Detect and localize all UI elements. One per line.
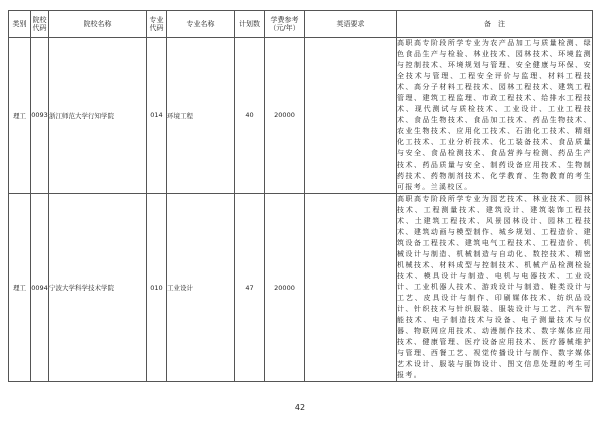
row-major-code: 014 <box>147 38 167 194</box>
row-remarks <box>397 38 593 194</box>
row-tuition: 20000 <box>265 38 305 194</box>
header-tuition <box>265 11 305 38</box>
row-school-code: 0093 <box>31 38 49 194</box>
header-category: 类别 <box>9 11 31 38</box>
header-major-code <box>147 11 167 38</box>
header-plan-count: 计划数 <box>235 11 265 38</box>
row-english <box>305 193 397 382</box>
row-plan-count: 47 <box>235 193 265 382</box>
row-major-code: 010 <box>147 193 167 382</box>
row-major-name: 工业设计 <box>167 193 235 382</box>
row-school-code: 0094 <box>31 193 49 382</box>
row-remarks-text: 高职高专阶段所学专业为农产品加工与质量检测、绿色食品生产与检验、林业技术、园林技术、环境监测与控制技术、环境规划与管理、安全健康与环保、安全技术与管理、工程安全评价与监理、材料工程技术、高分子材料工程技术、园林工程技术、建筑工程管理、建筑工程监理、市政工程技术、给排水工程技术、现代测试与质检技术、工业设计、工业工程技术、食品生物技术、食品加工技术、药品生物技术、农业生物技术、应用化工技术、石油化工技术、精细化工技术、工业分析技术、化工装备技术、食品质量与安全、食品检测技术、食品营养与检测、药品生产技术、药品质量与安全、制药设备应用技术、生物制药技术、药物制剂技术、化学教育、生物教育的考生可报考。兰溪校区。 <box>397 39 592 191</box>
table-row <box>9 38 593 194</box>
page-number: 42 <box>294 403 306 412</box>
row-remarks-text: 高职高专阶段所学专业为园艺技术、林业技术、园林技术、工程测量技术、建筑设计、建筑装饰工程技术、土建筑工程技术、风景园林设计、园林工程技术、建筑动画与模型制作、城乡规划、工程造价、建筑设备工程技术、建筑电气工程技术、工程造价、机械设计与制造、机械制造与自动化、数控技术、精密机械技术、材料成型与控制技术、机械产品检测检验技术、模具设计与制造、电机与电器技术、工业设计、工业机器人技术、游戏设计与制造、鞋类设计与工艺、皮具设计与制作、印刷媒体技术、纺织品设计、针织技术与针织服装、服装设计与工艺、汽车智能技术、电子制造技术与设备、电子测量技术与仪器、物联网应用技术、动漫制作技术、数字媒体应用技术、健康管理、医疗设备应用技术、医疗器械维护与管理、西餐工艺、视觉传播设计与制作、数字媒体艺术设计、服装与服饰设计、图文信息处理的考生可报考。 <box>397 194 592 380</box>
header-english: 英语要求 <box>305 11 397 38</box>
table-header-row <box>9 11 593 38</box>
row-school-name: 浙江师范大学行知学院 <box>49 38 147 194</box>
row-remarks <box>397 193 593 382</box>
header-school-name: 院校名称 <box>49 11 147 38</box>
enrollment-table <box>8 10 593 382</box>
header-school-code-label: 院校 代码 <box>32 16 47 32</box>
header-school-code <box>31 11 49 38</box>
header-tuition-label: 学费参考 （元/年） <box>269 16 300 32</box>
row-category: 理工 <box>9 193 31 382</box>
header-major-code-label: 专业 代码 <box>149 16 164 32</box>
header-remarks: 备 注 <box>397 11 593 38</box>
row-major-name: 环境工程 <box>167 38 235 194</box>
row-school-name: 宁波大学科学技术学院 <box>49 193 147 382</box>
row-plan-count: 40 <box>235 38 265 194</box>
table-row <box>9 193 593 382</box>
row-category: 理工 <box>9 38 31 194</box>
row-english <box>305 38 397 194</box>
header-major-name: 专业名称 <box>167 11 235 38</box>
row-tuition: 20000 <box>265 193 305 382</box>
